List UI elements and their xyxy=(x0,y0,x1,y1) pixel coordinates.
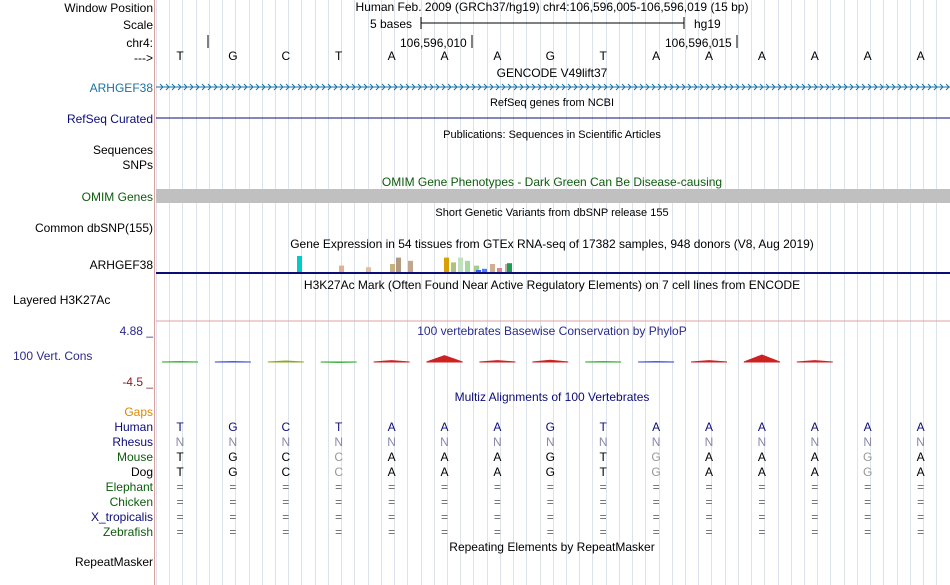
sequence-base: T xyxy=(176,49,184,63)
multiz-track-title: Multiz Alignments of 100 Vertebrates xyxy=(454,390,650,404)
publications-track-title: Publications: Sequences in Scientific Articles xyxy=(443,129,661,141)
species-label-human[interactable]: Human xyxy=(114,420,153,434)
sequence-base: A xyxy=(810,49,819,63)
alignment-base-elephant: = xyxy=(335,480,343,494)
alignment-base-x-tropicalis: = xyxy=(282,510,290,524)
alignment-base-mouse: T xyxy=(599,450,607,464)
track-label-snps[interactable]: SNPs xyxy=(122,158,153,172)
gtex-tissue-bar xyxy=(366,267,371,272)
track-label-arhgef38-gtex[interactable]: ARHGEF38 xyxy=(89,258,153,272)
sequence-base: C xyxy=(281,49,291,63)
h3k27ac-track-title: H3K27Ac Mark (Often Found Near Active Regulatory Elements) on 7 cell lines from ENCODE xyxy=(303,278,801,292)
alignment-base-mouse: G xyxy=(545,450,555,464)
conservation-mark xyxy=(691,361,727,362)
alignment-base-chicken: = xyxy=(599,495,607,509)
species-label-elephant[interactable]: Elephant xyxy=(105,480,153,494)
alignment-base-x-tropicalis: = xyxy=(599,510,607,524)
sequence-base: T xyxy=(335,49,343,63)
alignment-base-elephant: = xyxy=(440,480,448,494)
alignment-base-human: A xyxy=(704,420,713,434)
alignment-base-zebrafish: = xyxy=(546,525,554,539)
track-label-gaps[interactable]: Gaps xyxy=(124,405,153,419)
species-label-mouse[interactable]: Mouse xyxy=(116,450,153,464)
alignment-base-mouse: A xyxy=(916,450,925,464)
alignment-base-elephant: = xyxy=(758,480,766,494)
alignment-base-rhesus: N xyxy=(545,435,555,449)
alignment-base-elephant: = xyxy=(229,480,237,494)
alignment-base-zebrafish: = xyxy=(493,525,501,539)
species-label-rhesus[interactable]: Rhesus xyxy=(112,435,153,449)
sequence-base: A xyxy=(440,49,449,63)
gtex-tissue-bar xyxy=(497,268,502,272)
alignment-base-mouse: A xyxy=(387,450,396,464)
alignment-base-chicken: = xyxy=(864,495,872,509)
alignment-base-zebrafish: = xyxy=(811,525,819,539)
alignment-base-dog: C xyxy=(281,465,291,479)
sequence-base: A xyxy=(916,49,925,63)
track-label-arhgef38[interactable]: ARHGEF38 xyxy=(89,81,153,95)
sequence-base: G xyxy=(228,49,238,63)
track-label-sequences[interactable]: Sequences xyxy=(92,143,153,157)
alignment-base-mouse: A xyxy=(493,450,502,464)
alignment-base-elephant: = xyxy=(546,480,554,494)
alignment-base-dog: A xyxy=(493,465,502,479)
cons-max-value: 4.88 _ xyxy=(119,324,153,338)
coord-label-1: 106,596,010 xyxy=(400,36,467,50)
alignment-base-dog: A xyxy=(757,465,766,479)
alignment-base-zebrafish: = xyxy=(917,525,925,539)
scale-label: Scale xyxy=(122,18,153,32)
alignment-base-rhesus: N xyxy=(440,435,449,449)
alignment-base-zebrafish: = xyxy=(229,525,237,539)
alignment-base-elephant: = xyxy=(864,480,872,494)
gencode-gene-arrows xyxy=(156,84,950,90)
species-label-x-tropicalis[interactable]: X_tropicalis xyxy=(90,510,153,524)
sequence-base: G xyxy=(545,49,555,63)
alignment-base-rhesus: N xyxy=(598,435,608,449)
sequence-base: A xyxy=(652,49,661,63)
alignment-base-x-tropicalis: = xyxy=(864,510,872,524)
alignment-base-dog: T xyxy=(599,465,607,479)
gtex-tissue-bar xyxy=(444,258,449,272)
alignment-base-mouse: T xyxy=(176,450,184,464)
window-position-label: Window Position xyxy=(64,1,153,15)
alignment-base-zebrafish: = xyxy=(440,525,448,539)
sequence-base: T xyxy=(599,49,607,63)
alignment-base-human: A xyxy=(440,420,449,434)
alignment-base-rhesus: N xyxy=(387,435,396,449)
conservation-mark xyxy=(797,361,833,362)
cons-track-title: 100 vertebrates Basewise Conservation by PhyloP xyxy=(417,324,687,338)
gtex-bar-group xyxy=(297,256,512,272)
alignment-base-mouse: A xyxy=(704,450,713,464)
alignment-base-human: G xyxy=(545,420,555,434)
alignment-base-x-tropicalis: = xyxy=(229,510,237,524)
window-position-text: Human Feb. 2009 (GRCh37/hg19) chr4:106,596,005-106,596,019 (15 bp) xyxy=(355,0,749,14)
sequence-base: A xyxy=(863,49,872,63)
alignment-base-mouse: G xyxy=(651,450,661,464)
conservation-mark xyxy=(268,361,304,362)
alignment-base-dog: G xyxy=(545,465,555,479)
scale-bases-text: 5 bases xyxy=(370,17,413,31)
alignment-base-human: A xyxy=(916,420,925,434)
alignment-base-human: T xyxy=(335,420,343,434)
conservation-mark xyxy=(479,361,515,362)
alignment-base-zebrafish: = xyxy=(388,525,396,539)
alignment-base-x-tropicalis: = xyxy=(388,510,396,524)
alignment-base-x-tropicalis: = xyxy=(652,510,660,524)
alignment-base-chicken: = xyxy=(440,495,448,509)
gtex-tissue-bar xyxy=(451,262,456,272)
alignment-base-rhesus: N xyxy=(228,435,238,449)
alignment-base-elephant: = xyxy=(652,480,660,494)
alignment-base-mouse: G xyxy=(228,450,238,464)
alignment-base-x-tropicalis: = xyxy=(705,510,713,524)
omim-track-title: OMIM Gene Phenotypes - Dark Green Can Be Disease-causing xyxy=(381,175,723,189)
alignment-base-mouse: A xyxy=(810,450,819,464)
alignment-base-dog: A xyxy=(810,465,819,479)
species-label-chicken[interactable]: Chicken xyxy=(109,495,153,509)
gtex-tissue-bar xyxy=(390,264,395,272)
gtex-tissue-bar xyxy=(476,270,481,272)
gtex-tissue-bar xyxy=(507,263,512,272)
alignment-base-elephant: = xyxy=(176,480,184,494)
sequence-base: A xyxy=(704,49,713,63)
alignment-base-dog: A xyxy=(916,465,925,479)
alignment-base-x-tropicalis: = xyxy=(917,510,925,524)
alignment-base-human: A xyxy=(652,420,661,434)
alignment-base-x-tropicalis: = xyxy=(176,510,184,524)
alignment-base-human: A xyxy=(493,420,502,434)
alignment-base-x-tropicalis: = xyxy=(546,510,554,524)
strand-label: ---> xyxy=(134,51,153,65)
alignment-base-human: A xyxy=(387,420,396,434)
chrom-label: chr4: xyxy=(126,36,153,50)
alignment-base-elephant: = xyxy=(599,480,607,494)
alignment-base-human: T xyxy=(599,420,607,434)
track-label-omim-genes[interactable]: OMIM Genes xyxy=(81,190,153,204)
alignment-base-zebrafish: = xyxy=(864,525,872,539)
alignment-base-chicken: = xyxy=(493,495,501,509)
gtex-tissue-bar xyxy=(482,269,487,272)
alignment-base-elephant: = xyxy=(917,480,925,494)
alignment-base-chicken: = xyxy=(705,495,713,509)
alignment-base-chicken: = xyxy=(917,495,925,509)
alignment-base-chicken: = xyxy=(282,495,290,509)
track-label-refseq-curated[interactable]: RefSeq Curated xyxy=(66,112,153,126)
track-label-vert-cons[interactable]: 100 Vert. Cons xyxy=(13,349,93,363)
alignment-base-elephant: = xyxy=(705,480,713,494)
alignment-base-elephant: = xyxy=(493,480,501,494)
alignment-base-zebrafish: = xyxy=(652,525,660,539)
alignment-base-mouse: C xyxy=(334,450,344,464)
alignment-base-human: T xyxy=(176,420,184,434)
alignment-base-zebrafish: = xyxy=(705,525,713,539)
alignment-base-x-tropicalis: = xyxy=(335,510,343,524)
alignment-base-dog: G xyxy=(228,465,238,479)
sequence-base: A xyxy=(493,49,502,63)
gtex-tissue-bar xyxy=(465,261,470,272)
dbsnp-track-title: Short Genetic Variants from dbSNP release 155 xyxy=(435,207,669,219)
alignment-base-mouse: G xyxy=(863,450,873,464)
alignment-base-dog: A xyxy=(387,465,396,479)
track-label-repeatmasker[interactable]: RepeatMasker xyxy=(74,555,153,569)
species-label-dog[interactable]: Dog xyxy=(130,465,153,479)
repeatmasker-track-title: Repeating Elements by RepeatMasker xyxy=(449,540,655,554)
alignment-base-chicken: = xyxy=(758,495,766,509)
alignment-base-chicken: = xyxy=(335,495,343,509)
refseq-track-title: RefSeq genes from NCBI xyxy=(489,97,615,109)
sequence-base: A xyxy=(387,49,396,63)
alignment-base-rhesus: N xyxy=(334,435,344,449)
alignment-base-rhesus: N xyxy=(916,435,925,449)
label-divider xyxy=(154,0,155,585)
alignment-base-dog: A xyxy=(440,465,449,479)
alignment-base-human: G xyxy=(228,420,238,434)
alignment-base-human: C xyxy=(281,420,291,434)
alignment-base-dog: T xyxy=(176,465,184,479)
alignment-base-human: A xyxy=(810,420,819,434)
gtex-baseline xyxy=(156,272,950,274)
gencode-track-title: GENCODE V49lift37 xyxy=(496,66,608,80)
alignment-base-rhesus: N xyxy=(281,435,291,449)
alignment-base-rhesus: N xyxy=(493,435,502,449)
assembly-text: hg19 xyxy=(694,17,721,31)
alignment-base-x-tropicalis: = xyxy=(440,510,448,524)
alignment-base-rhesus: N xyxy=(757,435,767,449)
conservation-marks xyxy=(162,355,833,362)
alignment-base-dog: G xyxy=(651,465,661,479)
alignment-base-chicken: = xyxy=(388,495,396,509)
gtex-tissue-bar xyxy=(396,258,401,272)
alignment-base-elephant: = xyxy=(811,480,819,494)
gtex-track-title: Gene Expression in 54 tissues from GTEx RNA-seq of 17382 samples, 948 donors (V8, Aug 2019) xyxy=(290,237,814,251)
alignment-base-chicken: = xyxy=(229,495,237,509)
alignment-base-mouse: C xyxy=(281,450,291,464)
alignment-base-rhesus: N xyxy=(810,435,820,449)
alignment-base-human: A xyxy=(757,420,766,434)
alignment-base-chicken: = xyxy=(176,495,184,509)
gtex-tissue-bar xyxy=(458,258,463,272)
coord-label-2: 106,596,015 xyxy=(665,36,732,50)
alignment-base-elephant: = xyxy=(388,480,396,494)
alignment-base-zebrafish: = xyxy=(176,525,184,539)
alignment-base-dog: A xyxy=(704,465,713,479)
alignment-base-mouse: A xyxy=(440,450,449,464)
alignment-base-chicken: = xyxy=(546,495,554,509)
gtex-tissue-bar xyxy=(297,256,302,272)
alignment-base-dog: G xyxy=(863,465,873,479)
alignment-base-zebrafish: = xyxy=(758,525,766,539)
alignment-base-rhesus: N xyxy=(651,435,661,449)
alignment-base-mouse: A xyxy=(757,450,766,464)
conservation-mark xyxy=(532,360,568,362)
cons-min-value: -4.5 _ xyxy=(122,375,153,389)
species-label-zebrafish[interactable]: Zebrafish xyxy=(102,525,153,539)
alignment-base-chicken: = xyxy=(811,495,819,509)
alignment-base-x-tropicalis: = xyxy=(493,510,501,524)
alignment-base-zebrafish: = xyxy=(335,525,343,539)
alignment-base-rhesus: N xyxy=(175,435,185,449)
alignment-base-chicken: = xyxy=(652,495,660,509)
gtex-tissue-bar xyxy=(408,261,413,272)
alignment-base-dog: C xyxy=(334,465,344,479)
browser-image[interactable] xyxy=(156,0,950,585)
alignment-base-zebrafish: = xyxy=(282,525,290,539)
track-labels xyxy=(0,0,155,585)
alignment-base-x-tropicalis: = xyxy=(758,510,766,524)
conservation-mark xyxy=(374,361,410,362)
alignment-base-elephant: = xyxy=(282,480,290,494)
conservation-mark xyxy=(427,356,463,362)
alignment-base-human: A xyxy=(863,420,872,434)
gtex-tissue-bar xyxy=(490,264,495,272)
track-label-layered-h3k27ac[interactable]: Layered H3K27Ac xyxy=(13,293,111,307)
track-label-common-dbsnp[interactable]: Common dbSNP(155) xyxy=(34,221,153,235)
alignment-base-x-tropicalis: = xyxy=(811,510,819,524)
omim-gene-bar xyxy=(156,189,950,203)
alignment-base-rhesus: N xyxy=(863,435,873,449)
sequence-base: A xyxy=(757,49,766,63)
gtex-tissue-bar xyxy=(339,266,344,272)
alignment-base-rhesus: N xyxy=(704,435,714,449)
conservation-mark xyxy=(744,355,780,362)
alignment-base-zebrafish: = xyxy=(599,525,607,539)
